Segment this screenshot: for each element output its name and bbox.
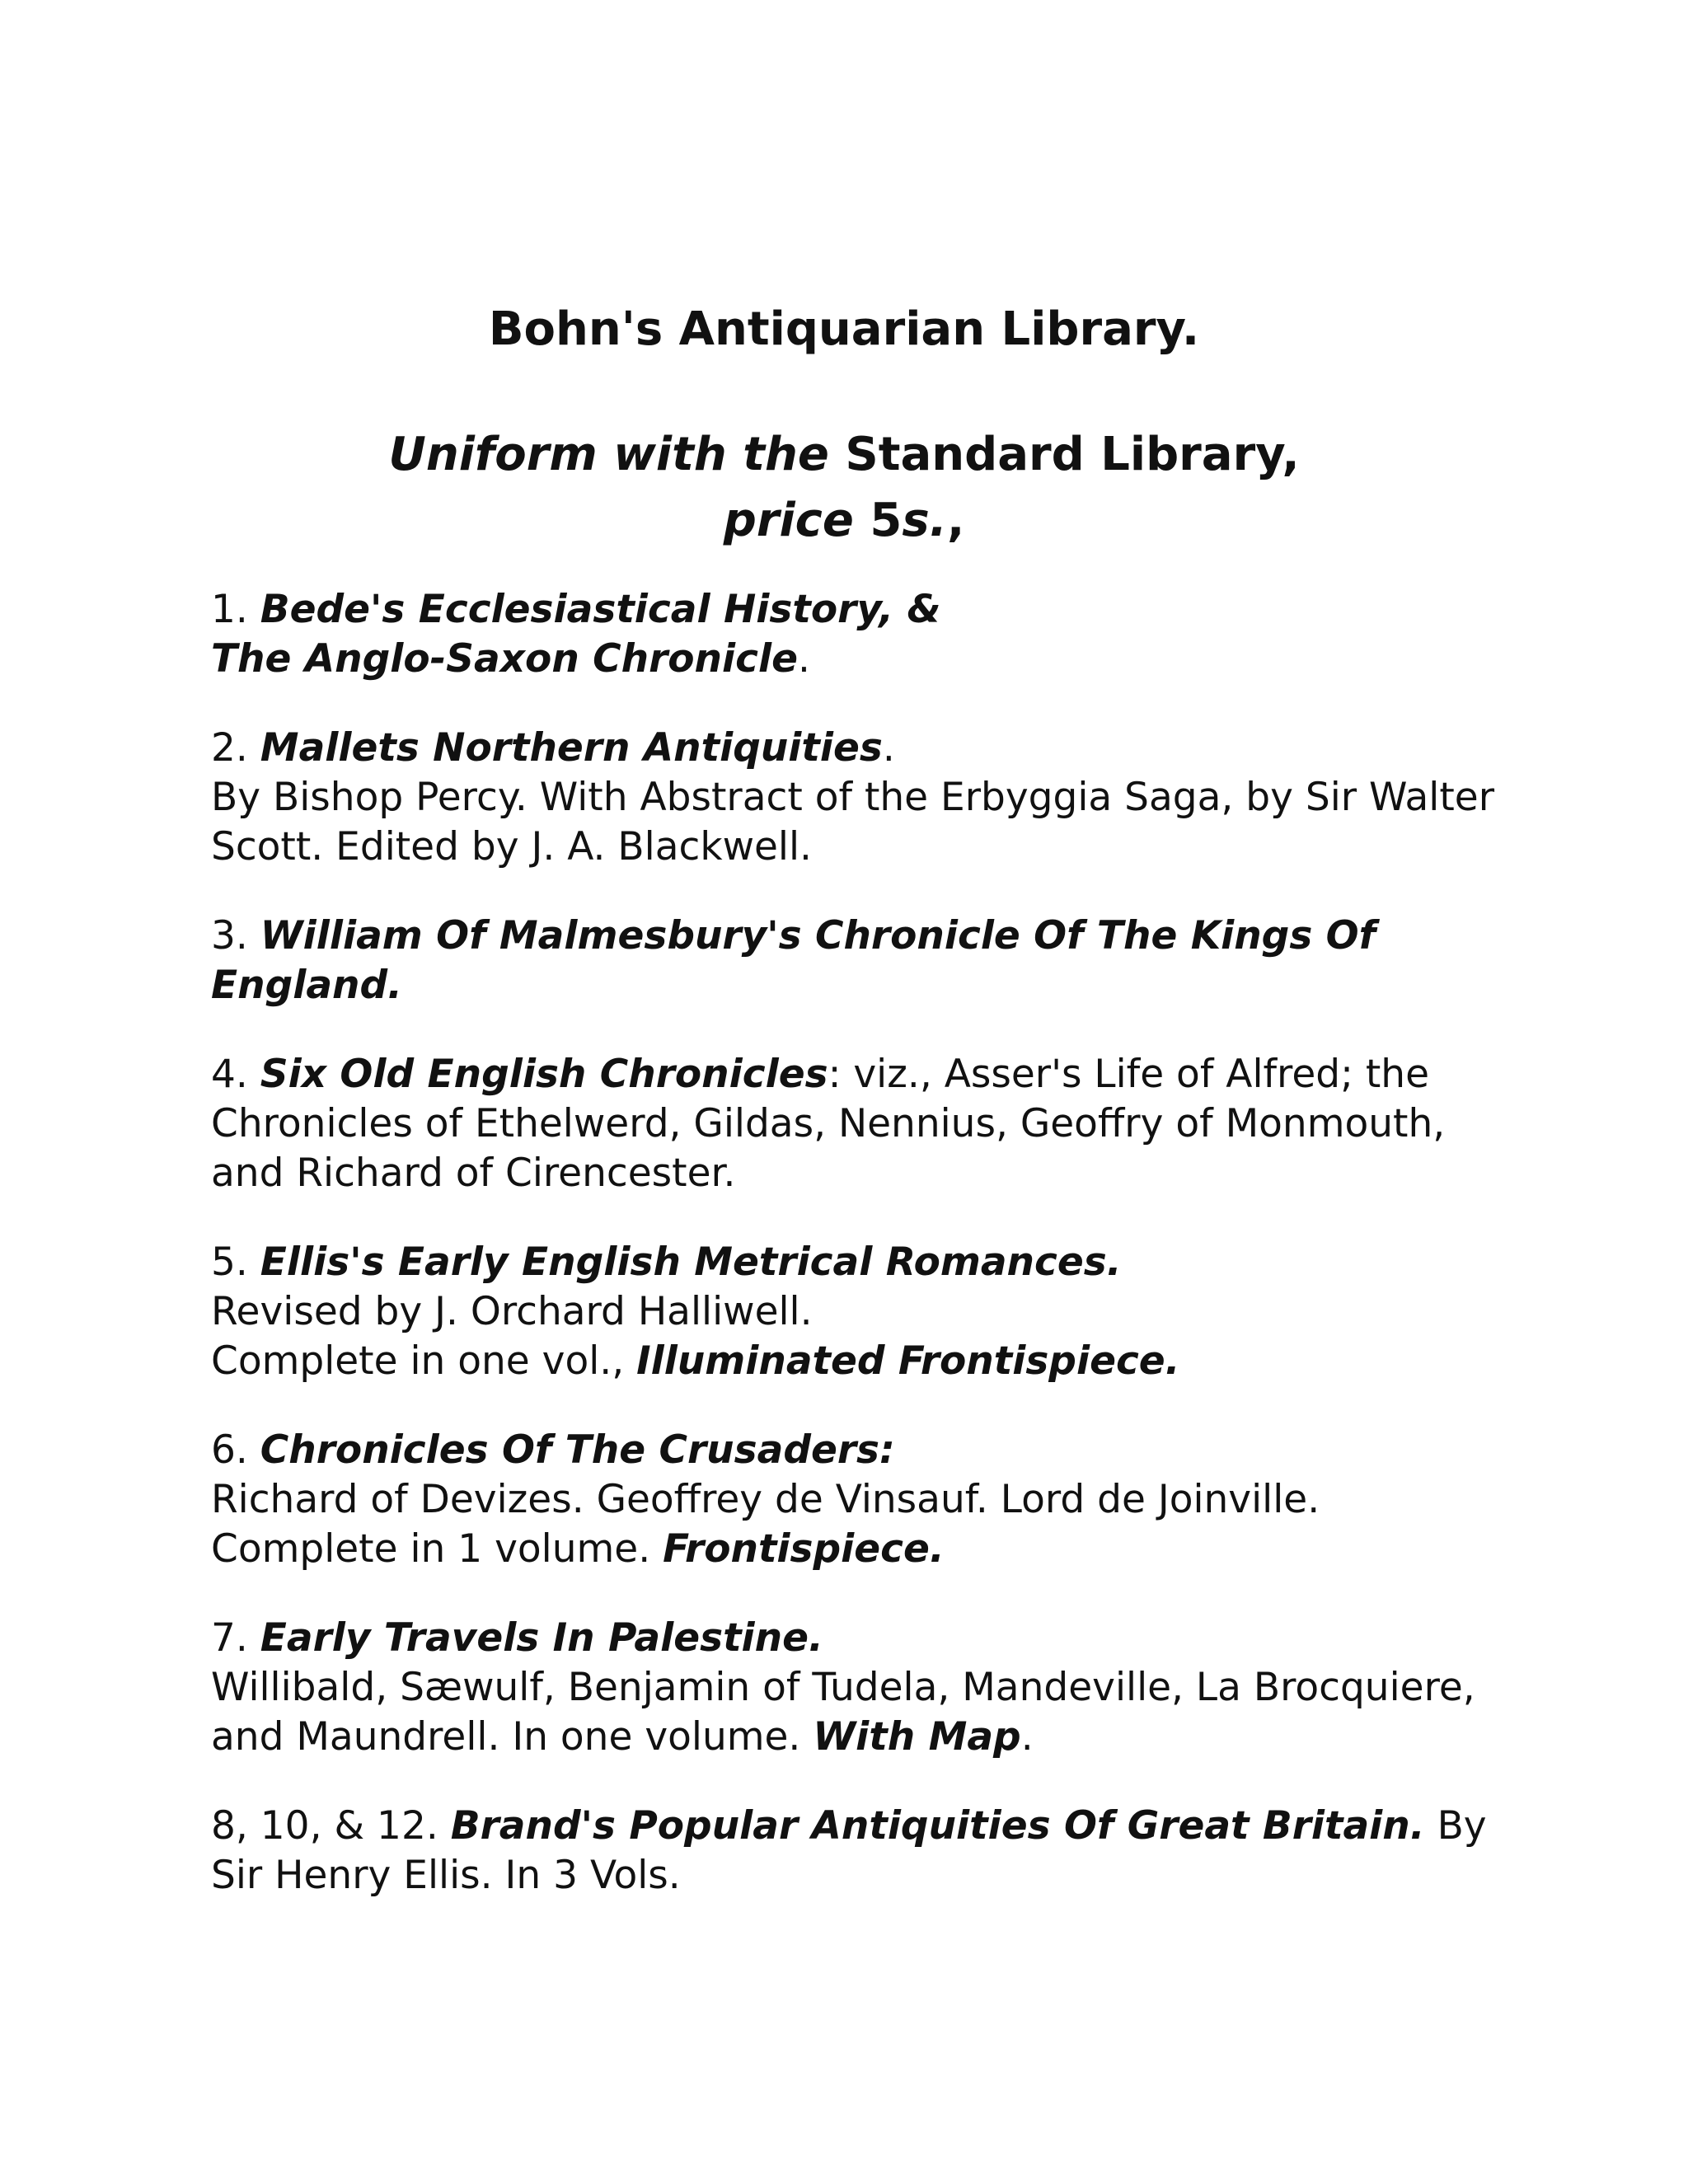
list-item xyxy=(211,724,1497,872)
list-item xyxy=(211,1426,1497,1574)
entry-description-end: . xyxy=(1020,1714,1034,1760)
entry-number: 4. xyxy=(211,1052,248,1097)
entry-title-suffix: . xyxy=(797,636,810,682)
list-item xyxy=(211,1802,1497,1900)
entry-title-suffix: . xyxy=(882,725,895,771)
entry-number: 8, 10, & 12. xyxy=(211,1803,438,1849)
entry-description-continued: Complete in one vol., xyxy=(211,1338,625,1384)
book-list xyxy=(211,585,1497,1940)
entry-emphasis: Frontispiece. xyxy=(663,1526,945,1572)
entry-description: Richard of Devizes. Geoffrey de Vinsauf. Lord de Joinville. Complete in 1 volume. xyxy=(211,1477,1320,1572)
entry-number: 2. xyxy=(211,725,248,771)
entry-description: Revised by J. Orchard Halliwell. xyxy=(211,1289,813,1334)
list-item xyxy=(211,912,1497,1010)
list-item xyxy=(211,585,1497,684)
entry-number: 6. xyxy=(211,1427,248,1473)
entry-emphasis: Illuminated Frontispiece. xyxy=(636,1338,1180,1384)
entry-emphasis: With Map xyxy=(813,1714,1021,1760)
entry-description: : viz., Asser's Life of Alfred; the Chronicles of Ethelwerd, Gildas, Nennius, Geoffry of Monmouth, and Richard of Cirencester. xyxy=(211,1052,1446,1196)
page-subtitle xyxy=(0,422,1688,554)
entry-title: Ellis's Early English Metrical Romances. xyxy=(260,1240,1122,1285)
subtitle-price-number: 5 xyxy=(870,494,903,547)
entry-number: 5. xyxy=(211,1240,248,1285)
entry-description: By Bishop Percy. With Abstract of the Erbyggia Saga, by Sir Walter Scott. Edited by J. A. Blackwell. xyxy=(211,775,1495,869)
entry-title: Bede's Ecclesiastical History, & xyxy=(260,587,941,632)
entry-description: By Sir Henry Ellis. In 3 Vols. xyxy=(211,1803,1487,1898)
subtitle-price-unit: s. xyxy=(902,494,947,547)
entry-title: William Of Malmesbury's Chronicle Of The Kings Of England. xyxy=(211,913,1376,1008)
entry-number: 3. xyxy=(211,913,248,958)
subtitle-price-label: price xyxy=(723,494,854,547)
subtitle-italic-1: Uniform with the xyxy=(388,428,829,481)
page-title: Bohn's Antiquarian Library. xyxy=(488,302,1200,356)
entry-number: 7. xyxy=(211,1615,248,1661)
entry-title: Early Travels In Palestine. xyxy=(260,1615,823,1661)
subtitle-standard-library: Standard Library, xyxy=(845,428,1300,481)
entry-title: Brand's Popular Antiquities Of Great Britain. xyxy=(450,1803,1425,1849)
list-item xyxy=(211,1238,1497,1386)
entry-number: 1. xyxy=(211,587,248,632)
entry-title: Six Old English Chronicles xyxy=(260,1052,828,1097)
subtitle-trailing-comma: , xyxy=(946,494,965,547)
entry-description: Willibald, Sæwulf, Benjamin of Tudela, Mandeville, La Brocquiere, and Maundrell. In one volume. xyxy=(211,1665,1475,1760)
entry-title: Mallets Northern Antiquities xyxy=(260,725,883,771)
list-item xyxy=(211,1050,1497,1198)
list-item xyxy=(211,1614,1497,1762)
entry-title-continued: The Anglo-Saxon Chronicle xyxy=(211,636,798,682)
entry-title: Chronicles Of The Crusaders: xyxy=(260,1427,895,1473)
